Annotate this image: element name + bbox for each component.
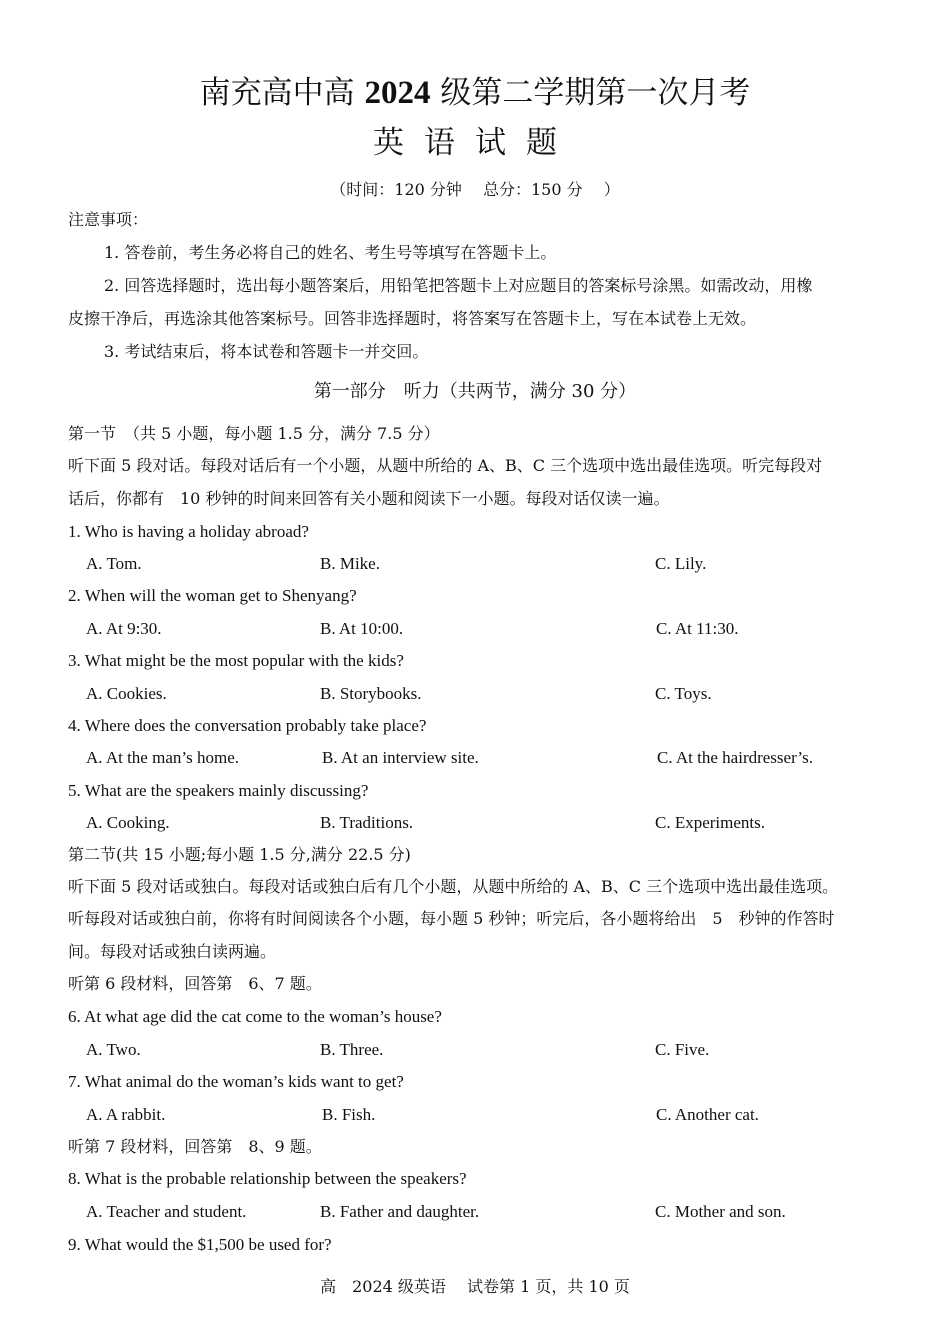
question-4: 4. Where does the conversation probably take place? <box>68 716 427 735</box>
q4-option-a: A. At the man’s home. <box>86 748 239 767</box>
q5-option-c: C. Experiments. <box>655 813 766 832</box>
q7-option-a: A. A rabbit. <box>86 1105 166 1124</box>
note-item-1: 1. 答卷前，考生务必将自己的姓名、考生号等填写在答题卡上。 <box>104 243 557 262</box>
q7-option-b: B. Fish. <box>322 1105 376 1124</box>
exam-time-score: （时间：120 分钟 总分：150 分 ） <box>330 180 620 199</box>
material-7-instruction: 听第 7 段材料，回答第 8、9 题。 <box>68 1137 322 1156</box>
q4-option-c: C. At the hairdresser’s. <box>657 748 813 767</box>
question-8: 8. What is the probable relationship between the speakers? <box>68 1169 467 1188</box>
q5-option-b: B. Traditions. <box>320 813 414 832</box>
note-item-3: 3. 考试结束后，将本试卷和答题卡一并交回。 <box>104 342 429 361</box>
title-suffix: 级第二学期第一次月考 <box>430 75 751 111</box>
title-prefix: 南充高中高 <box>199 75 365 111</box>
q2-option-b: B. At 10:00. <box>320 619 404 638</box>
exam-subtitle: 英语试题 <box>373 125 577 161</box>
question-1: 1. Who is having a holiday abroad? <box>68 522 309 541</box>
q5-option-a: A. Cooking. <box>86 813 170 832</box>
notes-heading: 注意事项： <box>68 210 149 229</box>
section1-instructions: 听下面 5 段对话。每段对话后有一个小题，从题中所给的 A、B、C 三个选项中选出最佳选项。听完每段对 <box>68 456 823 475</box>
question-9: 9. What would the $1,500 be used for? <box>68 1235 332 1254</box>
q2-option-c: C. At 11:30. <box>656 619 739 638</box>
title-year: 2024 <box>364 75 431 111</box>
section1-instructions-cont: 话后，你都有 10 秒钟的时间来回答有关小题和阅读下一小题。每段对话仅读一遍。 <box>68 489 670 508</box>
q1-option-c: C. Lily. <box>655 554 707 573</box>
part1-heading: 第一部分 听力（共两节，满分 30 分） <box>313 381 637 402</box>
q2-option-a: A. At 9:30. <box>86 619 162 638</box>
exam-title <box>0 74 950 112</box>
question-5: 5. What are the speakers mainly discussing? <box>68 781 369 800</box>
q3-option-a: A. Cookies. <box>86 684 167 703</box>
section2-instructions-cont-1: 听每段对话或独白前，你将有时间阅读各个小题，每小题 5 秒钟；听完后，各小题将给出 5 秒钟的作答时 <box>68 909 835 928</box>
question-6: 6. At what age did the cat come to the woman’s house? <box>68 1007 442 1026</box>
section2-instructions: 听下面 5 段对话或独白。每段对话或独白后有几个小题，从题中所给的 A、B、C 三个选项中选出最佳选项。 <box>68 877 839 896</box>
q8-option-c: C. Mother and son. <box>655 1202 786 1221</box>
section1-heading: 第一节 （共 5 小题，每小题 1.5 分，满分 7.5 分） <box>68 424 440 443</box>
note-item-2-cont: 皮擦干净后，再选涂其他答案标号。回答非选择题时，将答案写在答题卡上，写在本试卷上无效。 <box>68 309 757 328</box>
q3-option-c: C. Toys. <box>655 684 712 703</box>
q8-option-b: B. Father and daughter. <box>320 1202 480 1221</box>
q6-option-b: B. Three. <box>320 1040 384 1059</box>
q3-option-b: B. Storybooks. <box>320 684 422 703</box>
q6-option-c: C. Five. <box>655 1040 710 1059</box>
question-2: 2. When will the woman get to Shenyang? <box>68 586 357 605</box>
section2-instructions-cont-2: 间。每段对话或独白读两遍。 <box>68 942 277 961</box>
question-7: 7. What animal do the woman’s kids want to get? <box>68 1072 404 1091</box>
question-3: 3. What might be the most popular with the kids? <box>68 651 404 670</box>
section2-heading: 第二节(共 15 小题;每小题 1.5 分,满分 22.5 分) <box>68 845 411 864</box>
q1-option-a: A. Tom. <box>86 554 142 573</box>
note-item-2: 2. 回答选择题时，选出每小题答案后，用铅笔把答题卡上对应题目的答案标号涂黑。如需改动，用橡 <box>104 276 813 295</box>
q4-option-b: B. At an interview site. <box>322 748 479 767</box>
q6-option-a: A. Two. <box>86 1040 141 1059</box>
q1-option-b: B. Mike. <box>320 554 380 573</box>
q7-option-c: C. Another cat. <box>656 1105 759 1124</box>
material-6-instruction: 听第 6 段材料，回答第 6、7 题。 <box>68 974 322 993</box>
q8-option-a: A. Teacher and student. <box>86 1202 247 1221</box>
page-footer: 高 2024 级英语 试卷第 1 页，共 10 页 <box>320 1277 630 1296</box>
